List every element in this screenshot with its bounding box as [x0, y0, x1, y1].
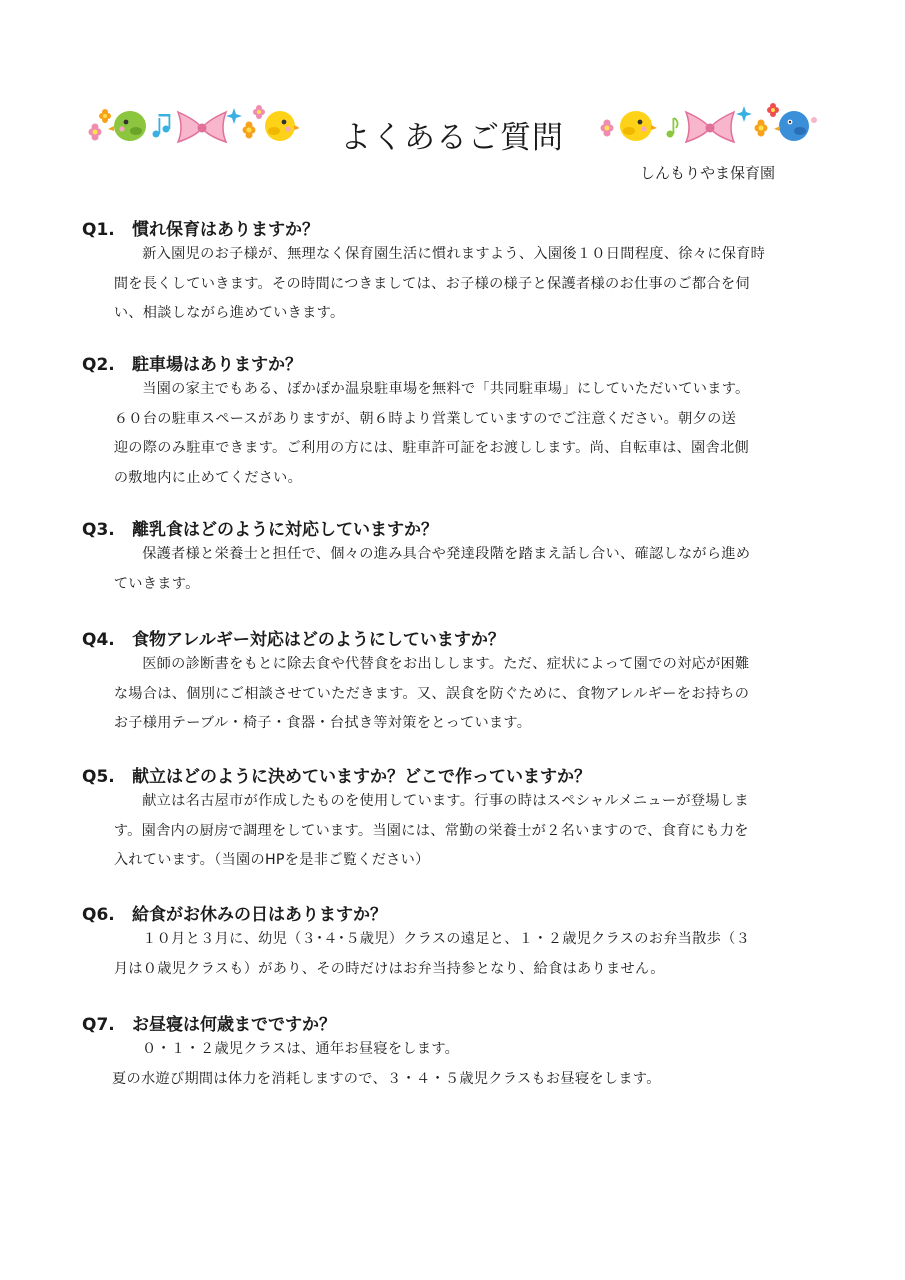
answer-line: の敷地内に止めてください。 — [113, 469, 303, 486]
answer-line: な場合は、個別にご相談させていただきます。又、誤食を防ぐために、食物アレルギーをお持ちの — [113, 685, 750, 702]
answer-line: 間を長くしていきます。その時間につきましては、お子様の様子と保護者様のお仕事のご都合を伺 — [113, 275, 750, 292]
flower-icon — [89, 109, 112, 141]
answer-line: ６０台の駐車スペースがありますが、朝６時より営業していますのでご注意ください。朝夕の送 — [113, 410, 737, 427]
music-note-icon — [153, 114, 171, 138]
decoration-left-illustration — [84, 98, 299, 150]
answer-line: １０月と３月に、幼児（３･４･５歳児）クラスの遠足と、１・２歳児クラスのお弁当散歩（３ — [142, 931, 751, 947]
sparkle-icon — [736, 106, 752, 122]
answer — [113, 240, 823, 329]
chick-icon — [620, 111, 657, 141]
answer-line: 保護者様と栄養士と担任で、個々の進み具合や発達段階を踏まえ話し合い、確認しながら進め — [142, 546, 751, 562]
answer-line: 入れています。（当園のHPを是非ご覧ください） — [113, 852, 430, 868]
question-text: 駐車場はありますか？ — [132, 355, 302, 375]
answer — [112, 1035, 832, 1094]
answer-line: 夏の水遊び期間は体力を消耗しますので、３・４・５歳児クラスもお昼寝をします。 — [112, 1070, 661, 1087]
flower-icon — [601, 120, 614, 137]
question-text: 献立はどのように決めていますか？どこで作っていますか？ — [132, 767, 591, 787]
question-number: Q4. — [82, 630, 115, 650]
answer — [113, 650, 823, 739]
sparkle-icon — [226, 108, 242, 124]
chick-icon — [108, 111, 146, 141]
flower-icon — [243, 105, 266, 139]
question — [82, 625, 505, 650]
flower-icon — [755, 103, 780, 137]
answer — [113, 540, 823, 599]
answer-line: い、相談しながら進めていきます。 — [113, 305, 345, 321]
answer-line: 当園の家主でもある、ぽかぽか温泉駐車場を無料で「共同駐車場」にしていただいています。 — [142, 381, 750, 397]
question-number: Q6. — [82, 905, 115, 925]
question-number: Q1. — [82, 220, 115, 240]
question-text: 食物アレルギー対応はどのようにしていますか？ — [132, 630, 505, 650]
question-text: 離乳食はどのように対応していますか？ — [132, 520, 438, 540]
question-text: 慣れ保育はありますか？ — [132, 220, 319, 240]
question-text: 給食がお休みの日はありますか？ — [132, 905, 387, 925]
ribbon-bow-icon — [178, 112, 226, 142]
answer-line: 迎の際のみ駐車できます。ご利用の方には、駐車許可証をお渡しします。尚、自転車は、園舎北側 — [113, 440, 749, 456]
music-note-icon — [667, 118, 678, 138]
question — [82, 900, 387, 925]
answer-line: 医師の診断書をもとに除去食や代替食をお出しします。ただ、症状によって園での対応が困難 — [142, 656, 750, 672]
chick-icon — [265, 111, 299, 141]
ribbon-bow-icon — [686, 112, 734, 142]
answer-line: 献立は名古屋市が作成したものを使用しています。行事の時はスペシャルメニューが登場しま — [142, 793, 749, 809]
page-title: よくあるご質問 — [340, 120, 564, 156]
answer — [113, 925, 823, 984]
page-header — [0, 0, 905, 190]
question-number: Q3. — [82, 520, 115, 540]
answer-line: 新入園児のお子様が、無理なく保育園生活に慣れますよう、入園後１０日間程度、徐々に保育時 — [142, 246, 766, 262]
answer-line: す。園舎内の厨房で調理をしています。当園には、常勤の栄養士が２名いますので、食育にも力を — [113, 822, 749, 839]
answer — [113, 787, 823, 876]
question — [82, 215, 319, 240]
question-number: Q5. — [82, 767, 115, 787]
question-number: Q7. — [82, 1015, 115, 1035]
answer-line: ていきます。 — [113, 575, 200, 592]
answer-line: ０・１・２歳児クラスは、通年お昼寝をします。 — [142, 1041, 460, 1057]
answer — [113, 375, 823, 493]
decoration-right-illustration — [596, 98, 821, 150]
question-text: お昼寝は何歳までですか？ — [132, 1015, 336, 1035]
question-number: Q2. — [82, 355, 115, 375]
question — [82, 350, 302, 375]
answer-line: 月は０歳児クラスも）があり、その時だけはお弁当持参となり、給食はありません。 — [113, 960, 665, 977]
bird-icon — [774, 111, 817, 141]
question — [82, 762, 591, 787]
question — [82, 1010, 336, 1035]
organization-name: しんもりやま保育園 — [640, 164, 776, 182]
question — [82, 515, 438, 540]
answer-line: お子様用テーブル・椅子・食器・台拭き等対策をとっています。 — [113, 715, 532, 731]
